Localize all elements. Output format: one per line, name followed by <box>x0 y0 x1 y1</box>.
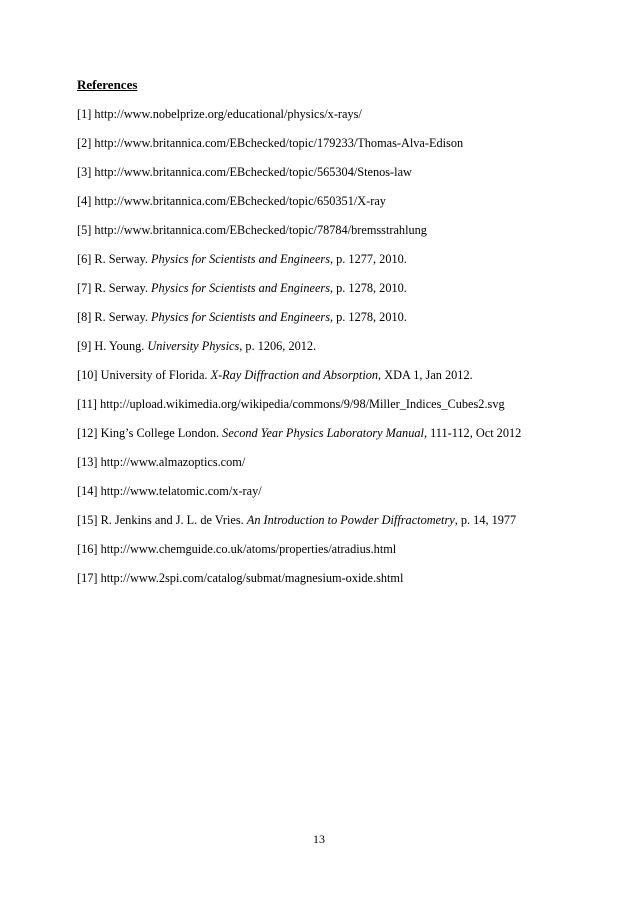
reference-item <box>77 281 617 310</box>
reference-details: , p. 1277, 2010. <box>329 252 407 266</box>
reference-author: University of Florida. <box>100 368 211 382</box>
reference-number: [5] <box>77 223 92 237</box>
reference-author: H. Young. <box>94 339 148 353</box>
reference-text: http://www.britannica.com/EBchecked/topic/565304/Stenos-law <box>94 165 412 179</box>
reference-details: , p. 1206, 2012. <box>239 339 317 353</box>
reference-text: http://upload.wikimedia.org/wikipedia/commons/9/98/Miller_Indices_Cubes2.svg <box>100 397 505 411</box>
reference-number: [15] <box>77 513 98 527</box>
reference-number: [16] <box>77 542 98 556</box>
reference-details: , p. 14, 1977 <box>454 513 517 527</box>
reference-item <box>77 107 617 136</box>
reference-text: http://www.telatomic.com/x-ray/ <box>100 484 262 498</box>
reference-number: [8] <box>77 310 92 324</box>
references-heading: References <box>77 77 138 92</box>
reference-item <box>77 426 617 455</box>
reference-author: R. Jenkins and J. L. de Vries. <box>100 513 247 527</box>
reference-item <box>77 339 617 368</box>
reference-text: http://www.almazoptics.com/ <box>100 455 246 469</box>
reference-number: [12] <box>77 426 98 440</box>
reference-details: XDA 1, Jan 2012. <box>381 368 473 382</box>
reference-title: University Physics <box>147 339 240 353</box>
reference-number: [6] <box>77 252 92 266</box>
reference-list <box>77 107 617 600</box>
reference-title: X-Ray Diffraction and Absorption, <box>210 368 382 382</box>
reference-number: [14] <box>77 484 98 498</box>
reference-title: Physics for Scientists and Engineers <box>151 252 330 266</box>
reference-text: http://www.nobelprize.org/educational/physics/x-rays/ <box>94 107 362 121</box>
reference-author: King’s College London. <box>100 426 223 440</box>
reference-author: R. Serway. <box>94 252 152 266</box>
reference-item <box>77 484 617 513</box>
reference-item <box>77 194 617 223</box>
reference-title: An Introduction to Powder Diffractometry <box>246 513 455 527</box>
reference-number: [11] <box>77 397 98 411</box>
reference-number: [7] <box>77 281 92 295</box>
reference-item <box>77 455 617 484</box>
reference-author: R. Serway. <box>94 310 152 324</box>
reference-number: [3] <box>77 165 92 179</box>
reference-number: [2] <box>77 136 92 150</box>
reference-number: [17] <box>77 571 98 585</box>
reference-number: [4] <box>77 194 92 208</box>
reference-details: , 111-112, Oct 2012 <box>423 426 522 440</box>
reference-item <box>77 165 617 194</box>
reference-text: http://www.2spi.com/catalog/submat/magnesium-oxide.shtml <box>100 571 404 585</box>
reference-item <box>77 571 617 600</box>
reference-details: , p. 1278, 2010. <box>329 310 407 324</box>
reference-item <box>77 542 617 571</box>
reference-text: http://www.britannica.com/EBchecked/topic/650351/X-ray <box>94 194 386 208</box>
reference-text: http://www.britannica.com/EBchecked/topic/179233/Thomas-Alva-Edison <box>94 136 464 150</box>
reference-title: Second Year Physics Laboratory Manual <box>222 426 424 440</box>
reference-item <box>77 310 617 339</box>
reference-item <box>77 252 617 281</box>
reference-number: [9] <box>77 339 92 353</box>
reference-item <box>77 397 617 426</box>
reference-item <box>77 368 617 397</box>
reference-item <box>77 223 617 252</box>
reference-number: [10] <box>77 368 98 382</box>
reference-text: http://www.britannica.com/EBchecked/topic/78784/bremsstrahlung <box>94 223 427 237</box>
reference-item <box>77 513 617 542</box>
reference-text: http://www.chemguide.co.uk/atoms/properties/atradius.html <box>100 542 397 556</box>
reference-number: [1] <box>77 107 92 121</box>
page-number: 13 <box>313 832 325 846</box>
reference-number: [13] <box>77 455 98 469</box>
reference-author: R. Serway. <box>94 281 152 295</box>
reference-title: Physics for Scientists and Engineers <box>151 310 330 324</box>
reference-item <box>77 136 617 165</box>
reference-details: , p. 1278, 2010. <box>329 281 407 295</box>
reference-title: Physics for Scientists and Engineers <box>151 281 330 295</box>
